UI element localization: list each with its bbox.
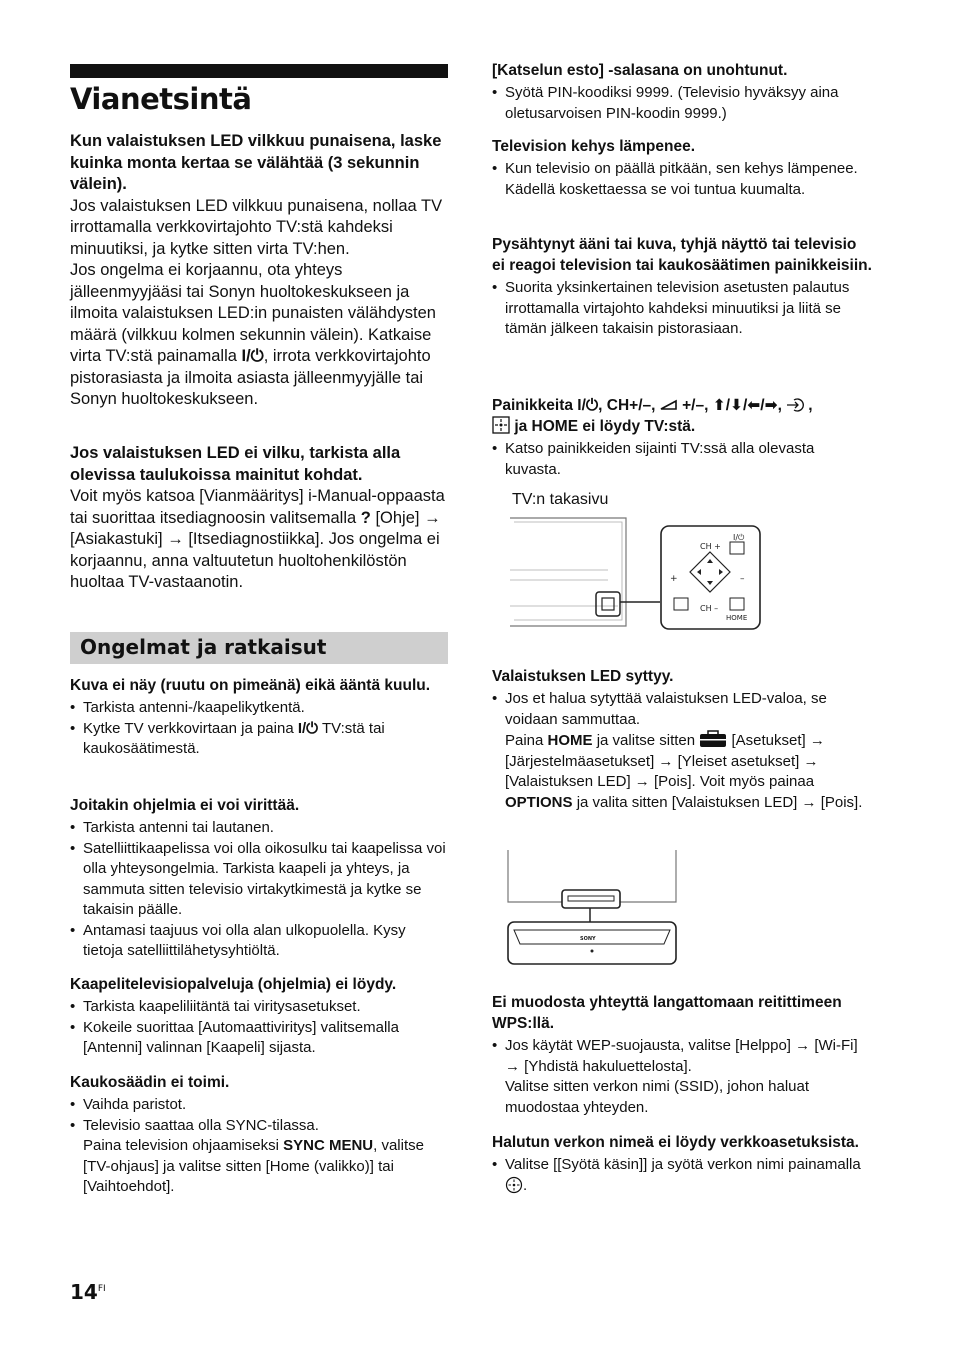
list-item-text: Televisio saattaa olla SYNC-tilassa. (83, 1116, 319, 1134)
arrow-icon: → (505, 1057, 520, 1075)
cable-list (70, 997, 448, 1059)
cable-heading: Kaapelitelevisiopalveluja (ohjelmia) ei löydy. (70, 976, 397, 993)
list-item: • Syötä PIN-koodiksi 9999. (Televisio hyväksyy aina oletusarvoisen PIN-koodin 9999.) (492, 83, 872, 124)
power-symbol: I/⏻ (241, 347, 264, 365)
arrow-icon: → (634, 773, 650, 790)
path-ohje: [Ohje] (375, 508, 420, 527)
list-item-text: Valitse sitten verkon nimi (SSID), johon haluat muodostaa yhteyden. (505, 1078, 810, 1116)
plus-label: + (670, 574, 678, 584)
power-symbol: I/⏻ (297, 719, 319, 737)
buttons-list (492, 439, 872, 480)
list-item (70, 719, 448, 760)
led-blink-text-b-main: Jos ongelma ei korjaannu, ota yhteys jälleenmyyjääsi tai Sonyn huoltokeskukseen ja ilmoita valaistuksen LED:in punaisten välähdysten määrä (vilkkuu kolmen sekunnin välein). Katkaise virta TV:stä painamalla (70, 261, 436, 365)
list-item (492, 1036, 872, 1118)
list-item-text: [Asetukset] (731, 732, 806, 749)
list-item-text: ja valita sitten [Valaistuksen LED] (576, 793, 798, 811)
pin-heading: [Katselun esto] -salasana on unohtunut. (492, 62, 788, 79)
list-item-text: [Pois]. Voit myös painaa (653, 773, 815, 790)
section-header (70, 632, 448, 664)
list-item (70, 1116, 448, 1198)
cannot-tune-section (70, 795, 448, 962)
list-item (492, 689, 872, 813)
list-item-text: Kädellä koskettaessa se voi tuntua kuumalta. (505, 180, 806, 198)
list-item: • Tarkista antenni-/kaapelikytkentä. (70, 698, 448, 719)
list-item: • Suorita yksinkertainen television asetusten palautus irrottamalla virtajohto kahdeksi minuutiksi ja liitä se tämän jälkeen takaisin pistorasiaan. (492, 278, 872, 340)
list-item-text: Paina (505, 732, 544, 749)
led-no-blink-text (70, 486, 448, 594)
list-item: • Antamasi taajuus voi olla alan ulkopuolella. Kysy tietoja satelliittilähetysyhtiöltä. (70, 921, 448, 962)
arrow-icon: → (809, 732, 825, 749)
home-label: HOME (726, 614, 748, 622)
network-name-section (492, 1132, 872, 1196)
remote-heading: Kaukosäädin ei toimi. (70, 1074, 230, 1091)
network-name-list (492, 1155, 872, 1196)
input-icon (786, 398, 808, 412)
ch-minus-label: CH – (700, 604, 719, 613)
buttons-heading-b: ja HOME ei löydy TV:stä. (514, 418, 696, 435)
wps-section (492, 992, 872, 1118)
led-blink-section (70, 131, 448, 411)
list-item: • Satelliittikaapelissa voi olla oikosulku tai kaapelissa voi olla yhteysongelmia. Tarkista kaapeli ja yhteys, ja sammuta sitten televisio virtakytkimestä ja kytke se takaisin päälle. (70, 839, 448, 921)
title-bar (70, 64, 448, 78)
led-on-heading: Valaistuksen LED syttyy. (492, 668, 674, 685)
frame-heat-heading: Television kehys lämpenee. (492, 138, 696, 155)
list-item: • Kokeile suorittaa [Automaattiviritys] valitsemalla [Antenni] valinnan [Kaapeli] sijasta. (70, 1018, 448, 1059)
led-on-section (492, 666, 872, 813)
enter-circle-icon (505, 1176, 523, 1194)
power-label: I/⏻ (733, 533, 745, 542)
enter-icon (492, 416, 510, 434)
list-item-text: TV:stä tai kaukosäätimestä. (83, 719, 385, 757)
frame-heat-section (492, 136, 872, 200)
led-on-list (492, 689, 872, 813)
figure-label: TV:n takasivu (512, 491, 609, 508)
cannot-tune-heading: Joitakin ohjelmia ei voi virittää. (70, 797, 300, 814)
page-number (70, 1280, 106, 1304)
page-title: Vianetsintä (70, 82, 252, 116)
list-item-text: [Valaistuksen LED] (505, 773, 631, 790)
list-item-text: Kytke TV verkkovirtaan ja paina (83, 719, 294, 737)
section-title: Ongelmat ja ratkaisut (80, 635, 327, 659)
wps-list (492, 1036, 872, 1118)
led-blink-text-a: Jos valaistuksen LED vilkkuu punaisena, nollaa TV irrottamalla verkkovirtajohto TV:stä kahdeksi minuutiksi, ja kytke sitten virta TV:hen. (70, 196, 443, 258)
buttons-heading-a: Painikkeita I/⏻, CH+/–, (492, 397, 656, 414)
list-item-text: Jos käytät WEP-suojausta, valitse [Helppo] (505, 1037, 791, 1054)
options-key-label: OPTIONS (505, 793, 573, 811)
list-item-text: Kun televisio on päällä pitkään, sen kehys lämpenee. (505, 160, 858, 177)
minus-label: – (740, 574, 745, 584)
no-picture-section (70, 675, 448, 760)
remote-list (70, 1095, 448, 1198)
sync-menu-label: SYNC MENU (283, 1137, 374, 1154)
led-no-blink-text-a: Voit myös katsoa [Vianmääritys] i-Manual-oppaasta tai suorittaa itsediagnoosin valitsemalla (70, 487, 445, 527)
led-no-blink-text-b: [Itsediagnostiikka]. Jos ongelma ei korjaannu, anna valtuutetun huoltohenkilöstön huoltaa TV-vastaanotin. (70, 530, 440, 591)
tv-back-figure (508, 514, 764, 634)
led-no-blink-section (70, 443, 448, 594)
list-item-text: [Yleiset asetukset] (677, 752, 800, 770)
frozen-heading: Pysähtynyt ääni tai kuva, tyhjä näyttö tai televisio ei reagoi television tai kaukosäätimen painikkeisiin. (492, 236, 872, 274)
cannot-tune-list (70, 818, 448, 962)
list-item: • Vaihda paristot. (70, 1095, 448, 1116)
page-number-value: 14 (70, 1280, 98, 1304)
arrow-icon: → (795, 1037, 811, 1054)
frozen-section (492, 234, 872, 340)
led-blink-heading: Kun valaistuksen LED vilkkuu punaisena, laske kuinka monta kertaa se välähtää (3 sekunnin välein). (70, 132, 442, 193)
list-item-text: [Yhdistä hakuluettelosta]. (524, 1057, 692, 1075)
ch-plus-label: CH + (700, 542, 721, 551)
frame-heat-list (492, 159, 872, 200)
led-blink-text-c: , irrota verkkovirtajohto pistorasiasta ja ilmoita asiasta jälleenmyyjälle tai Sonyn huoltokeskukseen. (70, 347, 431, 408)
arrow-icon: → (803, 752, 819, 770)
list-item-text: Paina television ohjaamiseksi (83, 1137, 279, 1154)
led-no-blink-heading: Jos valaistuksen LED ei vilku, tarkista alla olevissa taulukoissa mainitut kohdat. (70, 444, 401, 484)
list-item-text: , valitse [TV-ohjaus] ja valitse sitten [Home (valikko)] tai [Vaihtoehdot]. (83, 1137, 424, 1195)
list-item-text: [Pois]. (820, 793, 863, 811)
network-name-heading: Halutun verkon nimeä ei löydy verkkoasetuksista. (492, 1134, 859, 1151)
help-icon: ? (360, 508, 371, 527)
home-key-label: HOME (547, 732, 593, 749)
arrow-icon: → (424, 508, 441, 527)
list-item: • Tarkista kaapeliliitäntä tai viritysasetukset. (70, 997, 448, 1018)
list-item-text: [Järjestelmäasetukset] (505, 752, 655, 770)
pin-section (492, 60, 872, 124)
list-item-text: Jos et halua sytyttää valaistuksen LED-valoa, se voidaan sammuttaa. (505, 690, 827, 728)
page-lang: FI (97, 1284, 106, 1294)
list-item-text: Valitse [[Syötä käsin]] ja syötä verkon nimi painamalla (505, 1156, 861, 1173)
volume-label: +/–, (682, 397, 709, 414)
list-item-text: . (523, 1176, 528, 1194)
list-item-text: [Wi-Fi] (814, 1037, 858, 1054)
frozen-list (492, 278, 872, 340)
buttons-section (492, 395, 872, 480)
list-item (492, 1155, 872, 1196)
volume-icon (660, 399, 678, 411)
no-picture-list (70, 698, 448, 760)
arrow-icon: → (801, 793, 817, 811)
list-item: • Katso painikkeiden sijainti TV:ssä alla olevasta kuvasta. (492, 439, 872, 480)
list-item (492, 159, 872, 200)
arrow-icon: → (658, 752, 674, 770)
led-blink-text-b (70, 260, 448, 411)
path-asiakastuki: [Asiakastuki] (70, 530, 163, 548)
no-picture-heading: Kuva ei näy (ruutu on pimeänä) eikä ääntä kuulu. (70, 677, 431, 694)
toolbox-icon (699, 730, 727, 748)
cable-section (70, 974, 448, 1059)
wps-heading: Ei muodosta yhteyttä langattomaan reitittimeen WPS:llä. (492, 994, 842, 1032)
list-item: • Tarkista antenni tai lautanen. (70, 818, 448, 839)
brand-logo: SONY (580, 936, 596, 942)
arrow-icon: → (167, 530, 184, 548)
arrow-keys-label: ⬆/⬇/⬅/➡, (712, 397, 782, 414)
pin-list (492, 83, 872, 124)
tv-front-figure (506, 850, 680, 968)
buttons-heading: Painikkeita I/⏻, CH+/–, +/–, ⬆/⬇/⬅/➡, , ja HOME ei löydy TV:stä. (492, 397, 813, 435)
list-item-text: ja valitse sitten (596, 732, 696, 749)
remote-section (70, 1072, 448, 1198)
